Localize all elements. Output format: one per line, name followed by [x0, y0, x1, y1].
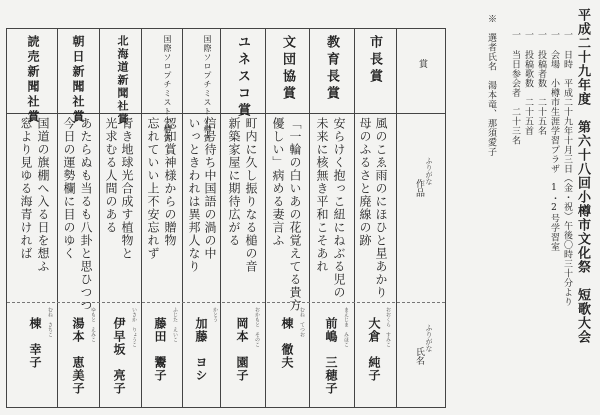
poem-line-1: 町内に久し振りなる槌の音 [244, 117, 258, 273]
author-furigana: おおくら すみこ [385, 307, 391, 347]
poem-line-2: 窓より見ゆる海青ければ [19, 117, 33, 260]
author-furigana: ゆもと えみこ [90, 307, 96, 342]
award-name: 読売新聞社賞 [26, 35, 40, 125]
poem-line-2: 光求むる人間のある [104, 117, 118, 234]
poem-line-2: いっときわれは異邦人なり [187, 117, 201, 273]
header-award: 賞 [417, 59, 427, 68]
info-contributors: 一 投稿者数 二十五名 [536, 30, 546, 136]
author-name: 棟 徹夫 [280, 317, 294, 369]
info-poems: 一 投稿歌数 二十五首 [523, 30, 533, 136]
selectors-line: ※ 選者氏名 湯本竜、那須愛子 [486, 14, 496, 157]
poem-line-1: 国道の旗棚へ入る日を想ふ [36, 117, 50, 273]
poem-line-1: 「一輪の白いあの花覚えてる貴方 [288, 117, 302, 312]
poem-line-1: 青き地球光合成す植物と [120, 117, 134, 260]
author-furigana: むね てつお [299, 307, 305, 337]
author-name: 加藤 ヨシ [194, 317, 208, 382]
award-name: ユネスコ賞 [235, 35, 250, 120]
awards-table [6, 28, 446, 408]
poem-line-1: 安らけく抱っこ紐にねぶる児の [332, 117, 346, 299]
poem-line-1: 信号待ち中国語の渦の中 [203, 117, 217, 260]
poem-line-1: あたらぬも当るも八卦と思ひつつ [79, 117, 93, 312]
award-name: 市長賞 [367, 35, 382, 86]
info-attendees: 一 当日参会者 二十三名 [510, 30, 520, 145]
poem-line-1: 認知賞神様からの贈物 [163, 117, 177, 247]
poem-line-2: 新築家屋に期待広がる [227, 117, 241, 247]
info-date: 一 日時 平成二十九年十月三日（金・祝）午後〇時三十分より [562, 30, 572, 307]
award-name: 朝日新聞社賞 [71, 35, 85, 125]
author-name: 伊早坂 亮子 [112, 317, 126, 395]
poem-line-1: 風のこゑ雨のにほひと星あかり [374, 117, 388, 299]
poem-line-2: 母のふるさと廃線の跡 [358, 117, 372, 247]
author-name: 岡本 園子 [235, 317, 249, 382]
award-name: 北海道新聞社賞 [116, 35, 129, 126]
author-name: 棟 幸子 [28, 317, 42, 369]
header-poem: 作品 [414, 179, 424, 197]
poem-line-2: 優しい」病める妻言ふ [271, 117, 285, 247]
author-name: 前嶋 三穂子 [324, 317, 338, 395]
author-furigana: いさか りょうこ [131, 307, 137, 347]
author-furigana: かとう [212, 307, 218, 322]
header-author-furigana: ふりがな [425, 324, 433, 352]
award-name: 国際ソロプチミスト小樽賞 [163, 35, 172, 143]
author-furigana: ふじた えいこ [172, 307, 178, 342]
poem-line-2: 忘れていい上不安忘れず [146, 117, 160, 260]
author-furigana: おかもと そのこ [254, 307, 260, 347]
award-name: 文団協賞 [280, 35, 295, 103]
author-name: 湯本 恵美子 [71, 317, 85, 395]
award-name: 国際ソロプチミスト小樽賞 [203, 35, 212, 143]
author-name: 藤田 鬻子 [153, 317, 167, 382]
document-title: 平成二十九年度 第六十八回小樽市文化祭 短歌大会 [575, 8, 590, 344]
header-author: 氏名 [414, 347, 424, 365]
header-poem-furigana: ふりがな [425, 157, 433, 185]
award-name: 教育長賞 [324, 35, 339, 103]
poem-line-2: 未来に核無き平和こそあれ [315, 117, 329, 273]
author-furigana: むね さちこ [47, 307, 53, 337]
author-furigana: まえじま みほこ [343, 307, 349, 347]
author-name: 大倉 純子 [367, 317, 381, 382]
poem-line-2: 今日の運勢欄に目のゆく [62, 117, 76, 260]
info-venue: 一 会場 小樽市生涯学習プラザ 1・2号学習室 [549, 30, 559, 252]
